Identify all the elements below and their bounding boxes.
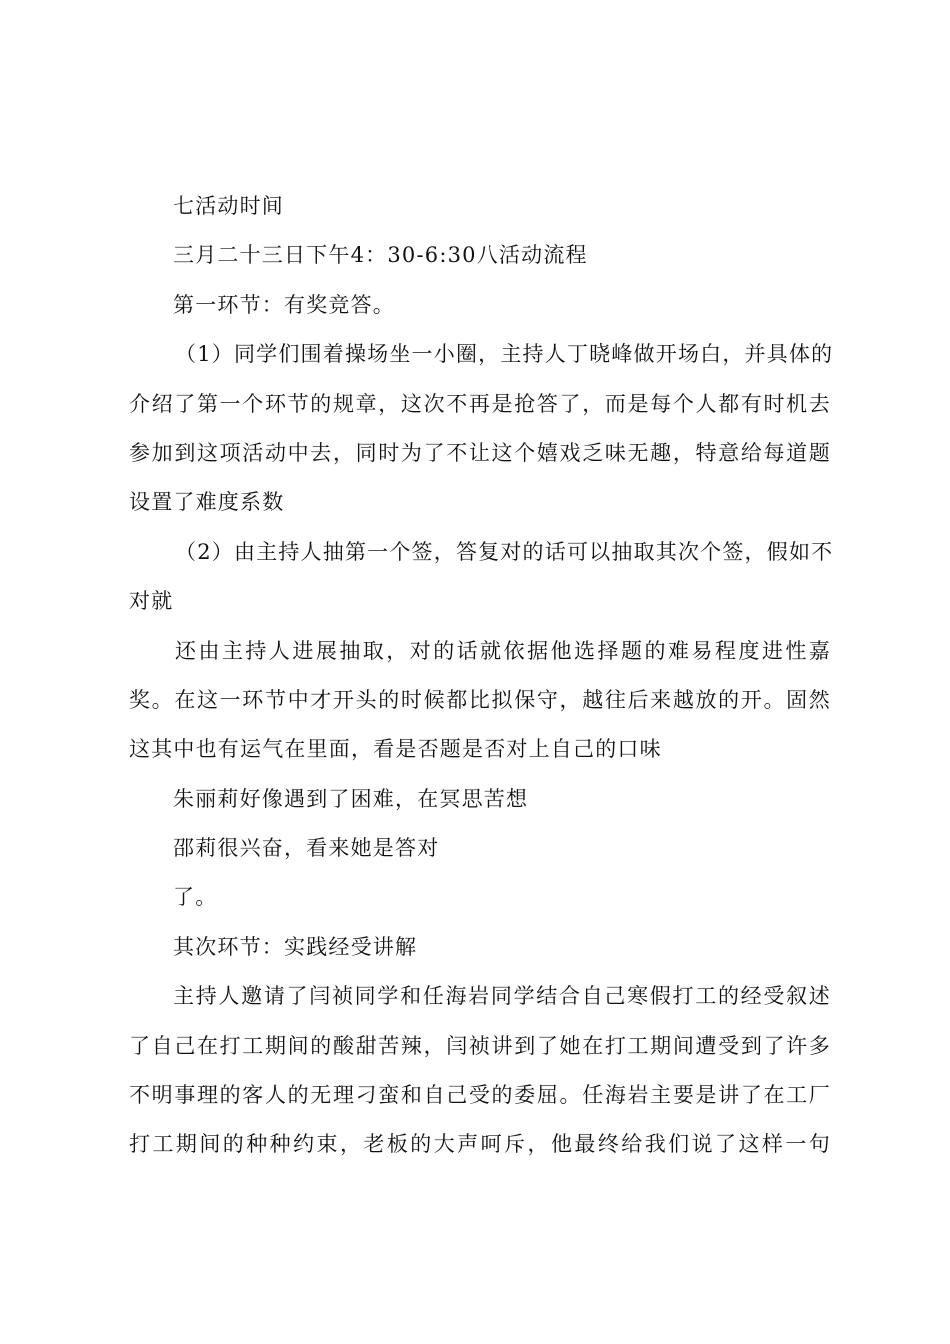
section-heading-part-two: 其次环节：实践经受讲解 (173, 934, 418, 959)
section-heading-part-one: 第一环节：有奖竞答。 (173, 292, 395, 317)
paragraph-line: （2）由主持人抽第一个签，答复对的话可以抽取其次个签，假如不 (175, 539, 834, 564)
document-body (129, 186, 834, 1174)
photo-caption-line: 了。 (173, 885, 218, 910)
paragraph-line: 设置了难度系数 (129, 490, 285, 515)
paragraph-line: 主持人邀请了闫祯同学和任海岩同学结合自己寒假打工的经受叙述 (173, 984, 831, 1009)
photo-caption-line: 朱丽莉好像遇到了困难，在冥思苦想 (173, 786, 529, 811)
paragraph-line: 介绍了第一个环节的规章，这次不再是抢答了，而是每个人都有时机去 (129, 391, 831, 416)
paragraph-line: 奖。在这一环节中才开头的时候都比拟保守，越往后来越放的开。固然 (129, 687, 831, 712)
paragraph-line: 对就 (129, 589, 174, 614)
paragraph-line: 这其中也有运气在里面，看是否题是否对上自己的口味 (129, 737, 662, 762)
activity-time-line: 三月二十三日下午4：30-6:30八活动流程 (173, 243, 588, 268)
paragraph-line: 了自己在打工期间的酸甜苦辣，闫祯讲到了她在打工期间遭受到了许多 (129, 1033, 831, 1058)
photo-caption-line: 邵莉很兴奋，看来她是答对 (173, 836, 440, 861)
paragraph-line: 还由主持人进展抽取，对的话就依据他选择题的难易程度进性嘉 (175, 638, 831, 663)
paragraph-line: 参加到这项活动中去，同时为了不让这个嬉戏乏味无趣，特意给每道题 (129, 440, 831, 465)
section-heading-activity-time: 七活动时间 (173, 194, 284, 218)
paragraph-line: （1）同学们围着操场坐一小圈，主持人丁晓峰做开场白，并具体的 (175, 342, 834, 367)
paragraph-line: 打工期间的种种约束，老板的大声呵斥，他最终给我们说了这样一句 (129, 1132, 831, 1157)
paragraph-line: 不明事理的客人的无理刁蛮和自己受的委屈。任海岩主要是讲了在工厂 (129, 1083, 831, 1108)
